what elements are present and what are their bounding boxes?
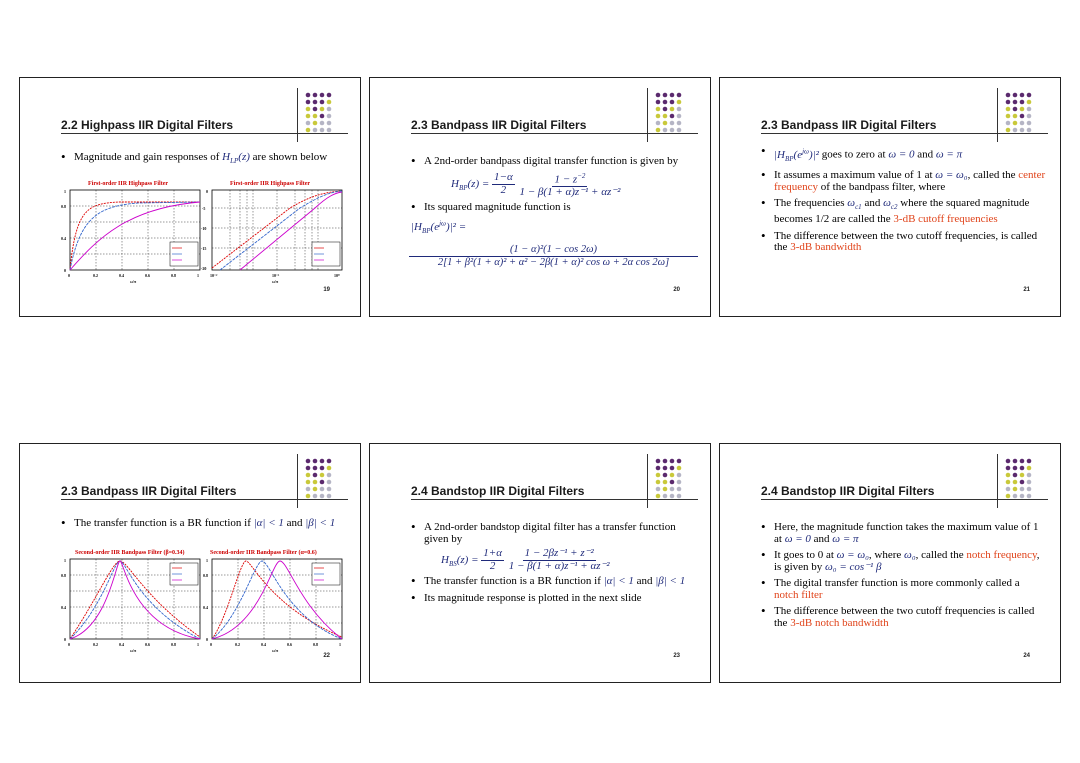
decorative-dot	[670, 487, 675, 492]
decorative-dot	[1013, 466, 1018, 471]
decorative-dot	[1006, 459, 1011, 464]
decorative-dot	[1027, 466, 1032, 471]
decorative-dot	[656, 93, 661, 98]
decorative-dot	[320, 466, 325, 471]
decorative-dot	[313, 100, 318, 105]
decorative-dot	[656, 121, 661, 126]
svg-text:0.4: 0.4	[61, 605, 66, 610]
svg-text:1: 1	[197, 642, 199, 647]
decorative-dot	[1006, 487, 1011, 492]
bullet-item: • $|H_{BP}(e^{j\omega})|^2$ goes to zero at ω = 0 and ω = π	[761, 146, 1046, 165]
decorative-dot	[1013, 480, 1018, 485]
decorative-dot	[1020, 459, 1025, 464]
decorative-dot	[1027, 93, 1032, 98]
decorative-dot	[1006, 93, 1011, 98]
svg-text:0.8: 0.8	[61, 573, 66, 578]
decorative-dot	[663, 473, 668, 478]
equation-hbp: $H_{BP}(z)$ = $\frac{1-\alpha}{2}$ $\frac{1 - z^{-2}}{\text{1 − β(1 + α)z⁻¹ + αz⁻²}}$	[451, 171, 621, 198]
decorative-dot	[1020, 114, 1025, 119]
decorative-dot	[327, 459, 332, 464]
decorative-dot	[313, 487, 318, 492]
svg-text:0.8: 0.8	[171, 642, 176, 647]
gain-plot	[200, 188, 350, 288]
decorative-dot-grid-icon	[303, 456, 337, 500]
decorative-dot	[670, 114, 675, 119]
decorative-dot	[663, 494, 668, 499]
decorative-dot	[313, 466, 318, 471]
decorative-dot	[1006, 494, 1011, 499]
decorative-dot-grid-icon	[1003, 456, 1037, 500]
svg-text:0: 0	[206, 189, 208, 194]
decorative-dot	[1020, 107, 1025, 112]
slide-title: 2.2 Highpass IIR Digital Filters	[61, 118, 234, 132]
svg-text:0: 0	[68, 273, 70, 278]
decorative-dot	[1027, 128, 1032, 133]
bullet-item: • The difference between the two cutoff frequencies is called the 3-dB notch bandwidth	[761, 606, 1046, 629]
plot-title: Second-order IIR Bandpass Filter (α=0.6)	[210, 550, 317, 556]
slide-19[interactable]	[19, 77, 361, 317]
decorative-dot	[320, 480, 325, 485]
decorative-dot	[656, 480, 661, 485]
decorative-dot	[663, 459, 668, 464]
decorative-dot	[677, 128, 682, 133]
decorative-dot	[1027, 459, 1032, 464]
title-vertical-rule	[997, 88, 998, 142]
page-number: 23	[673, 653, 680, 659]
svg-text:0.4: 0.4	[261, 642, 266, 647]
magnitude-plot	[58, 188, 208, 288]
decorative-dot	[306, 487, 311, 492]
decorative-dot	[670, 107, 675, 112]
decorative-dot	[327, 494, 332, 499]
plot-title: First-order IIR Highpass Filter	[230, 181, 311, 187]
page-number: 21	[1023, 287, 1030, 293]
svg-text:1: 1	[197, 273, 199, 278]
decorative-dot	[1013, 459, 1018, 464]
svg-text:0.6: 0.6	[287, 642, 292, 647]
decorative-dot	[1006, 107, 1011, 112]
decorative-dot	[677, 459, 682, 464]
decorative-dot	[1020, 121, 1025, 126]
bullet-item: • Magnitude and gain responses of $H_{LP}(z)$ are shown below	[61, 152, 346, 168]
decorative-dot-grid-icon	[303, 90, 337, 134]
plot-title: First-order IIR Highpass Filter	[88, 181, 169, 187]
svg-text:0.4: 0.4	[119, 273, 124, 278]
svg-text:0.6: 0.6	[145, 273, 150, 278]
bandpass-plot-beta	[58, 557, 208, 657]
decorative-dot	[320, 93, 325, 98]
decorative-dot	[670, 466, 675, 471]
decorative-dot	[670, 93, 675, 98]
decorative-dot	[1020, 93, 1025, 98]
decorative-dot	[327, 480, 332, 485]
decorative-dot	[663, 93, 668, 98]
decorative-dot	[320, 100, 325, 105]
svg-text:-20: -20	[201, 266, 207, 271]
decorative-dot	[1013, 121, 1018, 126]
decorative-dot	[327, 121, 332, 126]
bullet-item: • Its squared magnitude function is	[411, 202, 696, 214]
decorative-dot	[677, 107, 682, 112]
bullet-item: • A 2nd-order bandpass digital transfer function is given by	[411, 156, 696, 168]
slide-23[interactable]	[369, 443, 711, 683]
slide-title: 2.4 Bandstop IIR Digital Filters	[761, 484, 935, 498]
decorative-dot	[1006, 100, 1011, 105]
decorative-dot	[327, 128, 332, 133]
svg-text:1: 1	[206, 558, 208, 563]
bullet-item: • A 2nd-order bandstop digital filter has a transfer function given by	[411, 522, 696, 545]
bullet-item: • It goes to 0 at ω = ω₀, where ω₀, called the notch frequency, is given by ω₀ = cos⁻¹ β	[761, 550, 1046, 573]
svg-text:0.8: 0.8	[61, 204, 66, 209]
slide-21[interactable]	[719, 77, 1061, 317]
svg-text:0: 0	[64, 268, 66, 273]
svg-text:0.2: 0.2	[235, 642, 240, 647]
decorative-dot	[1006, 121, 1011, 126]
bullet-item: • Here, the magnitude function takes the maximum value of 1 at ω = 0 and ω = π	[761, 522, 1046, 545]
decorative-dot	[663, 128, 668, 133]
decorative-dot	[1006, 128, 1011, 133]
slide-20[interactable]	[369, 77, 711, 317]
svg-text:-15: -15	[201, 246, 207, 251]
svg-text:0.8: 0.8	[203, 573, 208, 578]
svg-text:-5: -5	[202, 206, 206, 211]
decorative-dot	[677, 121, 682, 126]
decorative-dot	[320, 487, 325, 492]
decorative-dot	[320, 114, 325, 119]
decorative-dot	[670, 128, 675, 133]
decorative-dot	[313, 93, 318, 98]
decorative-dot	[306, 121, 311, 126]
decorative-dot	[663, 100, 668, 105]
decorative-dot	[306, 480, 311, 485]
svg-text:0: 0	[210, 642, 212, 647]
decorative-dot	[313, 107, 318, 112]
decorative-dot	[656, 100, 661, 105]
decorative-dot	[656, 473, 661, 478]
svg-text:-10: -10	[201, 226, 207, 231]
bullet-item: • The digital transfer function is more commonly called a notch filter	[761, 578, 1046, 601]
decorative-dot	[1020, 487, 1025, 492]
decorative-dot	[677, 114, 682, 119]
svg-text:0.8: 0.8	[313, 642, 318, 647]
plot-title: Second-order IIR Bandpass Filter (β=0.34)	[75, 550, 185, 556]
decorative-dot	[313, 459, 318, 464]
slide-24[interactable]	[719, 443, 1061, 683]
decorative-dot	[1013, 494, 1018, 499]
decorative-dot	[656, 107, 661, 112]
svg-text:0.4: 0.4	[119, 642, 124, 647]
title-vertical-rule	[647, 88, 648, 142]
decorative-dot	[1013, 100, 1018, 105]
decorative-dot	[327, 487, 332, 492]
title-vertical-rule	[997, 454, 998, 508]
decorative-dot	[327, 107, 332, 112]
decorative-dot	[656, 459, 661, 464]
decorative-dot	[306, 466, 311, 471]
decorative-dot	[313, 121, 318, 126]
decorative-dot	[313, 114, 318, 119]
bullet-item: • It assumes a maximum value of 1 at ω = ω₀, called the center frequency of the bandpass filter, where	[761, 170, 1046, 193]
decorative-dot	[1027, 480, 1032, 485]
decorative-dot	[320, 473, 325, 478]
svg-text:10⁰: 10⁰	[334, 273, 340, 278]
decorative-dot	[1020, 100, 1025, 105]
svg-text:0.8: 0.8	[171, 273, 176, 278]
decorative-dot	[1020, 128, 1025, 133]
decorative-dot	[306, 100, 311, 105]
equation-hbs: $H_{BS}(z)$ = $\frac{1+\alpha}{2}$ $\frac{\text{1 − 2βz⁻¹ + z⁻²}}{\text{1 − β(1 + α)z⁻¹ + αz⁻²}}$	[441, 547, 610, 572]
svg-text:0.2: 0.2	[93, 642, 98, 647]
svg-text:ω/π: ω/π	[272, 648, 279, 653]
svg-text:0.4: 0.4	[61, 236, 66, 241]
decorative-dot	[306, 128, 311, 133]
decorative-dot-grid-icon	[1003, 90, 1037, 134]
equation-squared-magnitude: $|H_{BP}(e^{j\omega})|^2$ =	[411, 219, 467, 236]
decorative-dot	[663, 114, 668, 119]
slide-title: 2.3 Bandpass IIR Digital Filters	[761, 118, 937, 132]
decorative-dot	[670, 100, 675, 105]
decorative-dot	[677, 494, 682, 499]
decorative-dot	[656, 114, 661, 119]
decorative-dot	[327, 100, 332, 105]
bullet-item: • Its magnitude response is plotted in the next slide	[411, 593, 696, 605]
svg-text:0.6: 0.6	[145, 642, 150, 647]
slide-title: 2.4 Bandstop IIR Digital Filters	[411, 484, 585, 498]
decorative-dot	[656, 128, 661, 133]
decorative-dot	[320, 107, 325, 112]
bullet-item: • The frequencies $\omega_{c1}$ and $\omega_{c2}$ where the squared magnitude becomes 1/2 are called the 3-dB cutoff frequencies	[761, 198, 1046, 225]
bullet-item: • The difference between the two cutoff frequencies, is called the 3-dB bandwidth	[761, 231, 1046, 254]
svg-text:0: 0	[206, 637, 208, 642]
slide-title: 2.3 Bandpass IIR Digital Filters	[411, 118, 587, 132]
decorative-dot	[1027, 487, 1032, 492]
decorative-dot	[677, 473, 682, 478]
page-number: 20	[673, 287, 680, 293]
svg-text:0.4: 0.4	[203, 605, 208, 610]
svg-text:1: 1	[64, 558, 66, 563]
decorative-dot	[1006, 114, 1011, 119]
decorative-dot	[306, 459, 311, 464]
decorative-dot	[656, 494, 661, 499]
decorative-dot	[1013, 128, 1018, 133]
decorative-dot	[670, 494, 675, 499]
decorative-dot	[327, 93, 332, 98]
decorative-dot	[670, 473, 675, 478]
decorative-dot	[306, 93, 311, 98]
svg-text:0: 0	[64, 637, 66, 642]
decorative-dot	[327, 466, 332, 471]
decorative-dot	[320, 494, 325, 499]
decorative-dot	[1013, 114, 1018, 119]
page-number: 19	[323, 287, 330, 293]
bullet-item: • The transfer function is a BR function if |α| < 1 and |β| < 1	[411, 576, 696, 588]
equation-fraction: (1 − α)²(1 − cos 2ω) 2[1 + β²(1 + α)² + α² − 2β(1 + α)² cos ω + 2α cos 2ω]	[411, 244, 696, 268]
svg-text:ω/π: ω/π	[272, 279, 279, 284]
decorative-dot	[306, 114, 311, 119]
svg-text:ω/π: ω/π	[130, 279, 137, 284]
decorative-dot	[313, 494, 318, 499]
svg-text:ω/π: ω/π	[130, 648, 137, 653]
decorative-dot	[313, 128, 318, 133]
decorative-dot	[663, 480, 668, 485]
decorative-dot	[1027, 100, 1032, 105]
decorative-dot	[677, 487, 682, 492]
page-number: 24	[1023, 653, 1030, 659]
bandpass-plot-alpha	[200, 557, 350, 657]
decorative-dot	[1013, 93, 1018, 98]
decorative-dot	[656, 487, 661, 492]
decorative-dot	[320, 459, 325, 464]
decorative-dot	[327, 473, 332, 478]
decorative-dot	[306, 494, 311, 499]
title-vertical-rule	[297, 454, 298, 508]
decorative-dot-grid-icon	[653, 90, 687, 134]
decorative-dot	[313, 480, 318, 485]
decorative-dot	[1020, 466, 1025, 471]
svg-text:10⁻¹: 10⁻¹	[272, 273, 280, 278]
svg-text:1: 1	[339, 642, 341, 647]
decorative-dot	[1027, 494, 1032, 499]
decorative-dot	[663, 121, 668, 126]
decorative-dot	[677, 466, 682, 471]
title-vertical-rule	[297, 88, 298, 142]
decorative-dot	[663, 107, 668, 112]
decorative-dot	[306, 107, 311, 112]
decorative-dot	[663, 487, 668, 492]
decorative-dot	[656, 466, 661, 471]
title-vertical-rule	[647, 454, 648, 508]
slide-22[interactable]	[19, 443, 361, 683]
decorative-dot	[1027, 114, 1032, 119]
svg-text:0.2: 0.2	[93, 273, 98, 278]
decorative-dot	[1006, 473, 1011, 478]
svg-text:1: 1	[64, 189, 66, 194]
decorative-dot-grid-icon	[653, 456, 687, 500]
bullet-item: • The transfer function is a BR function if |α| < 1 and |β| < 1	[61, 518, 346, 530]
decorative-dot	[677, 100, 682, 105]
decorative-dot	[677, 480, 682, 485]
svg-text:0: 0	[68, 642, 70, 647]
decorative-dot	[1013, 473, 1018, 478]
decorative-dot	[327, 114, 332, 119]
decorative-dot	[1027, 107, 1032, 112]
decorative-dot	[320, 128, 325, 133]
decorative-dot	[1006, 466, 1011, 471]
page-number: 22	[323, 653, 330, 659]
decorative-dot	[1020, 494, 1025, 499]
decorative-dot	[1013, 487, 1018, 492]
decorative-dot	[306, 473, 311, 478]
svg-text:10⁻²: 10⁻²	[210, 273, 218, 278]
decorative-dot	[1020, 473, 1025, 478]
decorative-dot	[313, 473, 318, 478]
decorative-dot	[663, 466, 668, 471]
decorative-dot	[670, 121, 675, 126]
decorative-dot	[1006, 480, 1011, 485]
decorative-dot	[1027, 121, 1032, 126]
decorative-dot	[320, 121, 325, 126]
slide-title: 2.3 Bandpass IIR Digital Filters	[61, 484, 237, 498]
decorative-dot	[1027, 473, 1032, 478]
decorative-dot	[1013, 107, 1018, 112]
decorative-dot	[670, 480, 675, 485]
decorative-dot	[1020, 480, 1025, 485]
decorative-dot	[677, 93, 682, 98]
decorative-dot	[670, 459, 675, 464]
